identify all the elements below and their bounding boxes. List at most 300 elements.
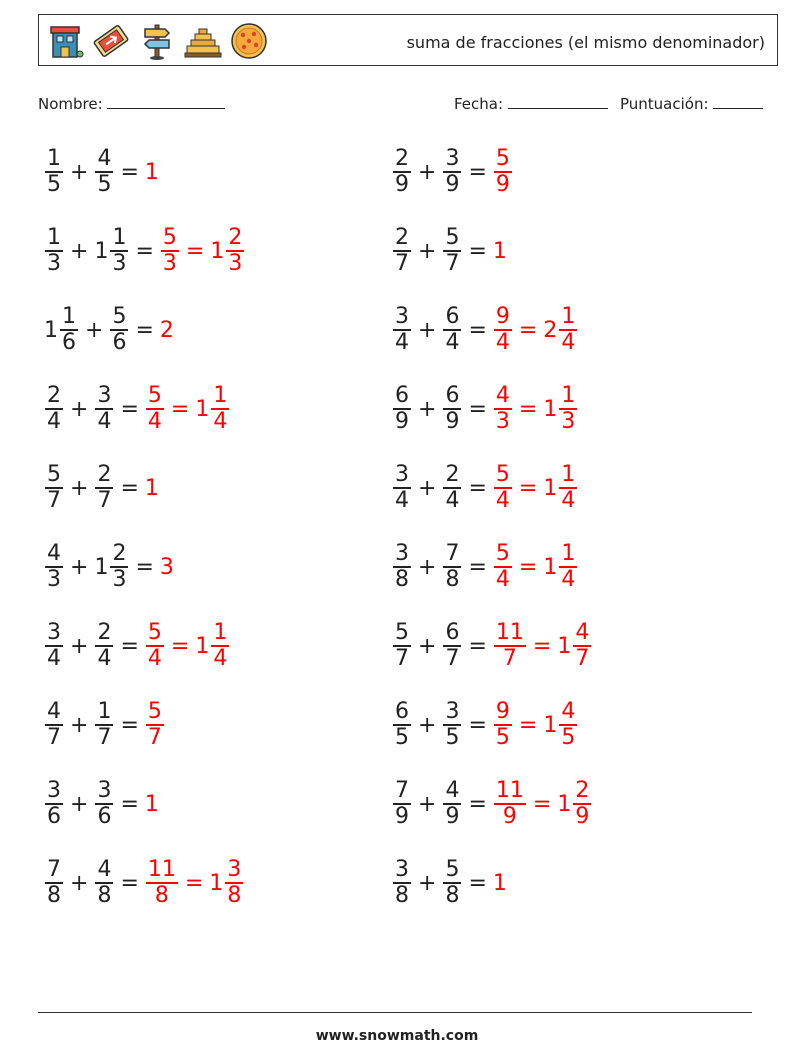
addend-denominator: 4 xyxy=(97,645,112,671)
equals-sign: = xyxy=(135,554,154,580)
problem-row xyxy=(392,300,578,360)
equals-sign: = xyxy=(468,712,487,738)
addend-fraction xyxy=(45,621,63,671)
addend-numerator: 3 xyxy=(47,620,61,646)
answer-term xyxy=(493,871,508,896)
addend-denominator: 7 xyxy=(395,250,409,276)
answer-fraction xyxy=(559,384,577,434)
equals-sign: = xyxy=(468,791,487,817)
addend-denominator: 6 xyxy=(47,803,61,829)
answer-whole: 2 xyxy=(543,317,558,343)
answer-fraction xyxy=(226,226,244,276)
answer-term xyxy=(145,160,160,185)
answer-numerator: 5 xyxy=(495,541,510,567)
problem-row xyxy=(44,300,175,360)
answer xyxy=(160,226,245,276)
answer-term xyxy=(543,463,578,513)
problem-row xyxy=(44,458,160,518)
answer-denominator: 4 xyxy=(213,408,228,434)
answer xyxy=(493,779,592,829)
problem-row xyxy=(392,537,578,597)
answer-fraction xyxy=(559,305,577,355)
problem-row xyxy=(44,695,165,755)
addend-denominator: 8 xyxy=(445,882,460,908)
addend-denominator: 7 xyxy=(97,487,112,513)
answer-fraction xyxy=(573,621,591,671)
footer-site: www.snowmath.com xyxy=(315,1028,479,1044)
addend-numerator: 3 xyxy=(445,146,460,172)
answer-term xyxy=(160,226,180,276)
addend-term xyxy=(94,147,114,197)
addend-denominator: 9 xyxy=(395,408,409,434)
plus-sign: + xyxy=(85,317,104,343)
plus-sign: + xyxy=(418,159,437,185)
answer-term xyxy=(543,542,578,592)
addend-denominator: 3 xyxy=(112,250,127,276)
addend-term xyxy=(392,858,412,908)
addend-numerator: 7 xyxy=(395,778,409,804)
equals-sign: = xyxy=(468,159,487,185)
addend-fraction xyxy=(443,542,461,592)
addend-denominator: 3 xyxy=(112,566,127,592)
answer-term xyxy=(209,858,244,908)
addend-term xyxy=(442,147,462,197)
addend-numerator: 1 xyxy=(97,699,112,725)
answer xyxy=(160,318,175,343)
answer-whole: 1 xyxy=(543,396,558,422)
addend-term xyxy=(392,779,412,829)
plus-sign: + xyxy=(418,238,437,264)
answer-fraction xyxy=(146,384,164,434)
problem-row xyxy=(392,142,513,202)
answer-fraction xyxy=(494,147,512,197)
answer-term xyxy=(160,555,175,580)
addend-term xyxy=(442,621,462,671)
addend-term xyxy=(94,384,114,434)
addend-denominator: 7 xyxy=(445,645,460,671)
answer-fraction xyxy=(161,226,179,276)
answer-denominator: 4 xyxy=(147,645,162,671)
addend-fraction xyxy=(443,779,461,829)
answer-term xyxy=(543,384,578,434)
answer-term xyxy=(493,779,527,829)
plus-sign: + xyxy=(418,712,437,738)
addend-numerator: 5 xyxy=(395,620,409,646)
answer-term xyxy=(145,621,165,671)
equals-sign: = xyxy=(468,396,487,422)
addend-denominator: 8 xyxy=(97,882,112,908)
addend-term xyxy=(44,858,64,908)
plus-sign: + xyxy=(70,554,89,580)
addend-term xyxy=(392,305,412,355)
answer-numerator: 5 xyxy=(147,383,162,409)
addend-numerator: 3 xyxy=(395,462,409,488)
equals-sign: = xyxy=(135,317,154,343)
answer-equals-sign: = xyxy=(518,317,538,343)
answer-fraction xyxy=(559,542,577,592)
addend-term xyxy=(109,305,129,355)
answer-equals-sign: = xyxy=(518,396,538,422)
addend-denominator: 4 xyxy=(47,408,61,434)
date-blank[interactable] xyxy=(508,94,608,109)
addend-term xyxy=(44,779,64,829)
addend-fraction xyxy=(45,463,63,513)
addend-denominator: 8 xyxy=(445,566,460,592)
equals-sign: = xyxy=(120,633,139,659)
problem-row xyxy=(392,853,508,913)
answer-whole: 1 xyxy=(557,791,572,817)
addend-numerator: 4 xyxy=(97,146,112,172)
addend-fraction xyxy=(45,226,63,276)
answer xyxy=(493,542,578,592)
answer-term xyxy=(493,621,527,671)
equals-sign: = xyxy=(120,791,139,817)
addend-denominator: 5 xyxy=(445,724,460,750)
addend-numerator: 3 xyxy=(395,541,409,567)
addend-term xyxy=(44,226,64,276)
name-label: Nombre: xyxy=(38,95,103,113)
answer-fraction xyxy=(494,463,512,513)
addend-denominator: 8 xyxy=(47,882,61,908)
addend-term xyxy=(44,384,64,434)
plus-sign: + xyxy=(70,712,89,738)
addend-denominator: 7 xyxy=(47,724,61,750)
addend-term xyxy=(442,305,462,355)
equals-sign: = xyxy=(468,633,487,659)
addend-fraction xyxy=(393,779,411,829)
score-label: Puntuación: xyxy=(620,95,709,113)
answer-term xyxy=(493,305,513,355)
problem-row xyxy=(392,379,578,439)
plus-sign: + xyxy=(418,870,437,896)
addend-fraction xyxy=(393,621,411,671)
addend-fraction xyxy=(110,305,128,355)
equals-sign: = xyxy=(468,554,487,580)
answer-fraction xyxy=(573,779,591,829)
addend-whole: 1 xyxy=(44,317,58,343)
answer-fraction xyxy=(146,700,164,750)
answer-numerator: 1 xyxy=(561,304,576,330)
addend-numerator: 4 xyxy=(97,857,112,883)
addend-numerator: 4 xyxy=(47,699,61,725)
worksheet-header xyxy=(38,14,778,66)
addend-numerator: 3 xyxy=(445,699,460,725)
answer xyxy=(145,858,244,908)
addend-whole: 1 xyxy=(94,554,109,580)
equals-sign: = xyxy=(468,317,487,343)
score-field xyxy=(620,94,763,113)
answer xyxy=(145,700,165,750)
answer-numerator: 5 xyxy=(147,620,162,646)
answer-whole: 1 xyxy=(543,475,558,501)
footer-divider xyxy=(38,1012,752,1013)
answer-denominator: 3 xyxy=(162,250,177,276)
addend-fraction xyxy=(45,384,63,434)
addend-term xyxy=(94,858,114,908)
answer-denominator: 5 xyxy=(495,724,510,750)
addend-numerator: 2 xyxy=(445,462,460,488)
addend-fraction xyxy=(95,463,113,513)
answer xyxy=(160,555,175,580)
answer-denominator: 4 xyxy=(561,487,576,513)
answer-numerator: 3 xyxy=(227,857,242,883)
building-icon xyxy=(45,21,85,61)
addend-denominator: 3 xyxy=(47,566,61,592)
answer-fraction xyxy=(211,384,229,434)
addend-denominator: 7 xyxy=(395,645,409,671)
answer-equals-sign: = xyxy=(532,633,552,659)
answer-numerator: 11 xyxy=(495,620,524,646)
addend-denominator: 9 xyxy=(445,408,460,434)
addend-fraction xyxy=(45,700,63,750)
plus-sign: + xyxy=(418,317,437,343)
addend-fraction xyxy=(393,858,411,908)
answer-whole: 1 xyxy=(492,238,507,264)
answer-numerator: 4 xyxy=(575,620,590,646)
problem-row xyxy=(44,142,160,202)
answer-equals-sign: = xyxy=(170,396,190,422)
problem-row xyxy=(44,379,230,439)
addend-numerator: 3 xyxy=(97,383,112,409)
answer-whole: 1 xyxy=(492,870,507,896)
answer-term xyxy=(145,384,165,434)
addend-numerator: 3 xyxy=(97,778,112,804)
answer-fraction xyxy=(494,542,512,592)
answer-fraction xyxy=(211,621,229,671)
addend-fraction xyxy=(95,147,113,197)
answer-denominator: 4 xyxy=(213,645,228,671)
addend-numerator: 2 xyxy=(395,146,409,172)
header-icons xyxy=(45,21,269,61)
answer-equals-sign: = xyxy=(184,870,204,896)
plus-sign: + xyxy=(70,159,89,185)
answer-term xyxy=(160,318,175,343)
addend-fraction xyxy=(45,779,63,829)
answer-term xyxy=(195,621,230,671)
answer-numerator: 11 xyxy=(495,778,524,804)
answer-equals-sign: = xyxy=(518,475,538,501)
addend-fraction xyxy=(443,621,461,671)
answer xyxy=(493,384,578,434)
answer-denominator: 4 xyxy=(561,566,576,592)
addend-fraction xyxy=(45,147,63,197)
answer-equals-sign: = xyxy=(532,791,552,817)
equals-sign: = xyxy=(120,159,139,185)
addend-numerator: 3 xyxy=(395,304,409,330)
answer-denominator: 7 xyxy=(575,645,590,671)
answer-term xyxy=(543,700,578,750)
addend-numerator: 3 xyxy=(395,857,409,883)
answer-numerator: 5 xyxy=(495,146,510,172)
addend-fraction xyxy=(95,700,113,750)
problem-row xyxy=(392,695,578,755)
addend-numerator: 2 xyxy=(395,225,409,251)
addend-fraction xyxy=(110,542,128,592)
addend-fraction xyxy=(393,700,411,750)
addend-numerator: 5 xyxy=(112,304,127,330)
answer-whole: 1 xyxy=(144,159,159,185)
addend-fraction xyxy=(95,858,113,908)
addend-fraction xyxy=(60,305,78,355)
addend-numerator: 6 xyxy=(445,620,460,646)
answer-denominator: 8 xyxy=(227,882,242,908)
addend-fraction xyxy=(393,147,411,197)
answer-numerator: 1 xyxy=(561,541,576,567)
answer-term xyxy=(493,147,513,197)
problem-row xyxy=(392,458,578,518)
date-label: Fecha: xyxy=(454,95,504,113)
addend-denominator: 7 xyxy=(445,250,460,276)
addend-term xyxy=(392,384,412,434)
plus-sign: + xyxy=(418,633,437,659)
answer-whole: 1 xyxy=(543,712,558,738)
pizza-icon xyxy=(229,21,269,61)
addend-denominator: 9 xyxy=(395,803,409,829)
addend-term xyxy=(94,700,114,750)
answer-fraction xyxy=(494,384,512,434)
plus-sign: + xyxy=(70,475,89,501)
addend-denominator: 8 xyxy=(395,566,409,592)
answer-equals-sign: = xyxy=(518,554,538,580)
problem-row xyxy=(44,774,160,834)
addend-fraction xyxy=(443,384,461,434)
addend-denominator: 3 xyxy=(47,250,61,276)
addend-denominator: 6 xyxy=(97,803,112,829)
answer-denominator: 7 xyxy=(147,724,162,750)
equals-sign: = xyxy=(468,475,487,501)
answer xyxy=(493,239,508,264)
addend-denominator: 9 xyxy=(395,171,409,197)
answer-whole: 1 xyxy=(144,475,159,501)
name-field xyxy=(38,94,225,113)
addend-numerator: 7 xyxy=(47,857,61,883)
answer-numerator: 5 xyxy=(495,462,510,488)
addend-fraction xyxy=(95,779,113,829)
plus-sign: + xyxy=(418,554,437,580)
plus-sign: + xyxy=(418,791,437,817)
addend-term xyxy=(392,147,412,197)
plus-sign: + xyxy=(70,791,89,817)
answer-whole: 1 xyxy=(195,396,210,422)
addend-numerator: 5 xyxy=(445,857,460,883)
addend-term xyxy=(442,463,462,513)
answer xyxy=(145,792,160,817)
signpost-icon xyxy=(137,21,177,61)
answer-term xyxy=(493,384,513,434)
answer-numerator: 1 xyxy=(213,383,228,409)
answer-term xyxy=(145,476,160,501)
addend-denominator: 4 xyxy=(445,329,460,355)
answer-whole: 3 xyxy=(159,554,174,580)
addend-numerator: 5 xyxy=(445,225,460,251)
addend-term xyxy=(94,621,114,671)
addend-fraction xyxy=(443,858,461,908)
answer-term xyxy=(493,463,513,513)
date-field xyxy=(454,94,608,113)
addend-fraction xyxy=(443,147,461,197)
name-blank[interactable] xyxy=(107,94,225,109)
addend-term xyxy=(44,463,64,513)
answer xyxy=(145,621,230,671)
answer-numerator: 2 xyxy=(228,225,243,251)
plus-sign: + xyxy=(70,633,89,659)
problem-row xyxy=(392,221,508,281)
addend-denominator: 9 xyxy=(445,171,460,197)
answer-fraction xyxy=(146,858,178,908)
addend-fraction xyxy=(110,226,128,276)
equals-sign: = xyxy=(468,238,487,264)
answer xyxy=(493,147,513,197)
answer-numerator: 9 xyxy=(495,304,510,330)
addend-fraction xyxy=(393,542,411,592)
addend-term xyxy=(392,463,412,513)
answer-term xyxy=(493,239,508,264)
answer-numerator: 5 xyxy=(162,225,177,251)
addend-numerator: 2 xyxy=(97,462,112,488)
addend-denominator: 4 xyxy=(97,408,112,434)
addend-numerator: 4 xyxy=(445,778,460,804)
addend-denominator: 5 xyxy=(97,171,112,197)
answer-fraction xyxy=(494,700,512,750)
answer-whole: 1 xyxy=(557,633,572,659)
equals-sign: = xyxy=(120,475,139,501)
plus-sign: + xyxy=(70,870,89,896)
plus-sign: + xyxy=(70,396,89,422)
addend-denominator: 9 xyxy=(445,803,460,829)
problem-row xyxy=(44,853,244,913)
answer xyxy=(145,384,230,434)
problem-row xyxy=(44,221,245,281)
addend-term xyxy=(442,226,462,276)
problem-row xyxy=(392,774,592,834)
addend-numerator: 6 xyxy=(395,383,409,409)
answer-term xyxy=(557,621,592,671)
addend-fraction xyxy=(95,621,113,671)
answer-fraction xyxy=(494,779,526,829)
addend-term xyxy=(442,542,462,592)
score-blank[interactable] xyxy=(713,94,763,109)
addend-term xyxy=(94,542,129,592)
answer-term xyxy=(210,226,245,276)
problem-row xyxy=(392,616,592,676)
answer-numerator: 4 xyxy=(495,383,510,409)
equals-sign: = xyxy=(120,870,139,896)
addend-numerator: 2 xyxy=(97,620,112,646)
addend-numerator: 1 xyxy=(62,304,76,330)
addend-numerator: 2 xyxy=(112,541,127,567)
addend-term xyxy=(442,779,462,829)
answer xyxy=(493,463,578,513)
plus-sign: + xyxy=(418,396,437,422)
answer-numerator: 1 xyxy=(561,462,576,488)
answer-fraction xyxy=(225,858,243,908)
addend-numerator: 7 xyxy=(445,541,460,567)
addend-denominator: 4 xyxy=(445,487,460,513)
equals-sign: = xyxy=(468,870,487,896)
answer-denominator: 3 xyxy=(228,250,243,276)
addend-term xyxy=(392,621,412,671)
plus-sign: + xyxy=(70,238,89,264)
answer-fraction xyxy=(146,621,164,671)
answer-term xyxy=(145,792,160,817)
addend-term xyxy=(94,463,114,513)
answer-fraction xyxy=(559,463,577,513)
answer-denominator: 9 xyxy=(495,171,510,197)
answer-denominator: 9 xyxy=(575,803,590,829)
addend-term xyxy=(392,226,412,276)
answer-numerator: 2 xyxy=(575,778,590,804)
addend-numerator: 1 xyxy=(112,225,127,251)
